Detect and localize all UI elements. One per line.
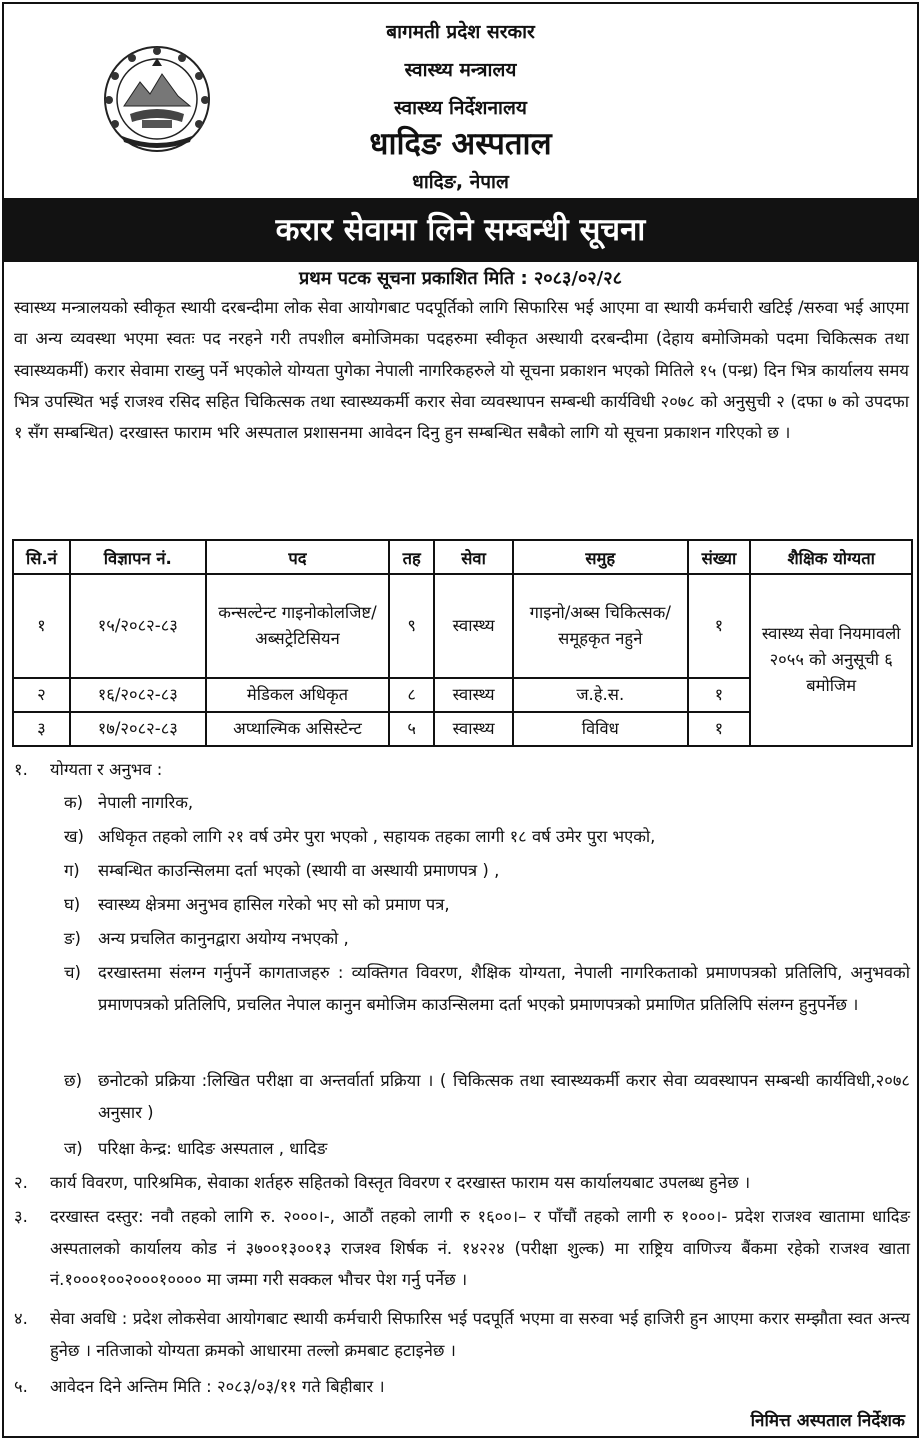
header-advert-no: विज्ञापन नं. [70,540,206,574]
condition-3-text: दरखास्त दस्तुर: नवौ तहको लागि रु. २०००।-, आठौं तहको लागी रु १६००।– र पाँचौं तहको लागी रु १०००।- प्रदेश राजश्व खातामा धादिङ अस्पतालको कार्यालय कोड नं ३७००१३००१३ राजश्व शिर्षक नं. १४२२४ (परीक्षा शुल्क) मा राष्ट्रिय वाणिज्य बैंकमा रहेको राजश्व खाता नं.१०००१००२०००१०००० मा जम्मा गरी सक्कल भौचर पेश गर्नु पर्नेछ । [50,1207,910,1289]
item-text: स्वास्थ्य क्षेत्रमा अनुभव हासिल गरेको भए सो को प्रमाण पत्र, [98,895,450,914]
cell-level: ८ [389,678,434,712]
item-label: ङ) [64,929,81,948]
item-label: घ) [64,895,81,914]
cell-level: ९ [389,574,434,678]
item-text: अधिकृत तहको लागि २१ वर्ष उमेर पुरा भएको , सहायक तहका लागी १८ वर्ष उमेर पुरा भएको, [98,827,656,846]
publication-date: प्रथम पटक सूचना प्रकाशित मिति : २०८३/०२/२८ [299,268,622,289]
cell-sn: १ [13,574,70,678]
item-text: अन्य प्रचलित कानुनद्वारा अयोग्य नभएको , [98,929,349,948]
condition-4-text: सेवा अवधि : प्रदेश लोकसेवा आयोगबाट स्थायी कर्मचारी सिफारिस भई पदपूर्ति भएमा वा सरुवा भई हाजिरी हुन आएमा करार सम्झौता स्वत अन्त्य हुनेछ । नतिजाको योग्यता क्रमको आधारमा तल्लो क्रमबाट हटाइनेछ । [50,1309,910,1360]
condition-5-text: आवेदन दिने अन्तिम मिति : २०८३/०३/११ गते बिहीबार । [50,1377,385,1396]
cell-count: १ [688,574,751,678]
header-qualification: शैक्षिक योग्यता [750,540,912,574]
cell-group: विविध [513,712,688,746]
condition-3-number: ३. [14,1207,28,1226]
condition-1-title: योग्यता र अनुभव : [50,760,163,779]
signature-title: निमित्त अस्पताल निर्देशक [750,1411,905,1431]
condition-4-number: ४. [14,1309,28,1328]
item-label: ग) [64,861,80,880]
item-label: ख) [64,827,84,846]
cell-group: ज.हे.स. [513,678,688,712]
condition-2-text: कार्य विवरण, पारिश्रमिक, सेवाका शर्तहरु सहितको विस्तृत विवरण र दरखास्त फाराम यस कार्यालयबाट उपलब्ध हुनेछ । [50,1173,751,1192]
hospital-location: धादिङ, नेपाल [412,171,509,193]
cell-qualification: स्वास्थ्य सेवा नियमावली २०५५ को अनुसूची ६ बमोजिम [750,574,912,746]
cell-advert-no: १६/२०८२-८३ [70,678,206,712]
condition-2-number: २. [14,1173,28,1192]
cell-service: स्वास्थ्य [434,678,513,712]
condition-1-number: १. [14,760,28,779]
header-group: समुह [513,540,688,574]
cell-group: गाइनो/अब्स चिकित्सक/समूहकृत नहुने [513,574,688,678]
cell-service: स्वास्थ्य [434,574,513,678]
cell-post: कन्सल्टेन्ट गाइनोकोलजिष्ट/ अब्सट्रेटिसियन [206,574,390,678]
item-label: क) [64,793,84,812]
directorate-name: स्वास्थ्य निर्देशनालय [394,97,527,119]
cell-count: १ [688,678,751,712]
header-sn: सि.नं [13,540,70,574]
notice-title-banner: करार सेवामा लिने सम्बन्धी सूचना [4,200,917,262]
province-name: बागमती प्रदेश सरकार [386,21,535,43]
item-text: परिक्षा केन्द्र: धादिङ अस्पताल , धादिङ [98,1139,328,1158]
header-service: सेवा [434,540,513,574]
cell-count: १ [688,712,751,746]
cell-sn: ३ [13,712,70,746]
item-label: च) [64,963,81,982]
header-post: पद [206,540,390,574]
item-label: छ) [64,1071,83,1090]
cell-post: अप्थाल्मिक असिस्टेन्ट [206,712,390,746]
header-level: तह [389,540,434,574]
table-row [13,574,912,678]
hospital-name: धादिङ अस्पताल [369,126,552,162]
notice-page [2,2,919,1438]
intro-paragraph: स्वास्थ्य मन्त्रालयको स्वीकृत स्थायी दरबन्दीमा लोक सेवा आयोगबाट पदपूर्तिको लागि सिफारिस भई आएमा वा स्थायी कर्मचारी खटिई /सरुवा भई आएमा वा अन्य व्यवस्था भएमा स्वतः पद नरहने गरी तपशील बमोजिमका पदहरुमा स्वीकृत अस्थायी दरबन्दीमा (देहाय बमोजिमको पदमा चिकित्सक तथा स्वास्थ्यकर्मी) करार सेवामा राख्नु पर्ने भएकोले योग्यता पुगेका नेपाली नागरिकहरुले यो सूचना प्रकाशन भएको मितिले १५ (पन्ध्र) दिन भित्र कार्यालय समय भित्र उपस्थित भई राजश्व रसिद सहित चिकित्सक तथा स्वास्थ्यकर्मी करार सेवा व्यवस्थापन सम्बन्धी कार्यविधी २०७८ को अनुसुची २ (दफा ७ को उपदफा १ सँग सम्बन्धित) दरखास्त फाराम भरि अस्पताल प्रशासनमा आवेदन दिनु हुन सम्बन्धित सबैको लागि यो सूचना प्रकाशन गरिएको छ । [14,298,909,443]
cell-sn: २ [13,678,70,712]
item-text: छनोटको प्रक्रिया :लिखित परीक्षा वा अन्तर्वार्ता प्रक्रिया । ( चिकित्सक तथा स्वास्थ्यकर्मी करार सेवा व्यवस्थापन सम्बन्धी कार्यविधी,२०७८ अनुसार ) [98,1071,910,1122]
item-text: सम्बन्धित काउन्सिलमा दर्ता भएको (स्थायी वा अस्थायी प्रमाणपत्र ) , [98,861,500,880]
item-text: दरखास्तमा संलग्न गर्नुपर्ने कागताजहरु : व्यक्तिगत विवरण, शैक्षिक योग्यता, नेपाली नागरिकताको प्रमाणपत्रको प्रतिलिपि, अनुभवको प्रमाणपत्रको प्रतिलिपि, प्रचलित नेपाल कानुन बमोजिम काउन्सिलमा दर्ता भएको प्रमाणपत्रको प्रमाणित प्रतिलिपि संलग्न हुनुपर्नेछ । [98,963,910,1014]
header-count: संख्या [688,540,751,574]
cell-advert-no: १७/२०८२-८३ [70,712,206,746]
vacancy-table [12,539,913,747]
cell-service: स्वास्थ्य [434,712,513,746]
cell-level: ५ [389,712,434,746]
notice-header [4,4,917,200]
cell-post: मेडिकल अधिकृत [206,678,390,712]
table-header-row [13,540,912,574]
condition-5-number: ५. [14,1377,28,1396]
item-text: नेपाली नागरिक, [98,793,194,812]
item-label: ज) [64,1139,83,1158]
cell-advert-no: १५/२०८२-८३ [70,574,206,678]
ministry-name: स्वास्थ्य मन्त्रालय [404,59,517,81]
